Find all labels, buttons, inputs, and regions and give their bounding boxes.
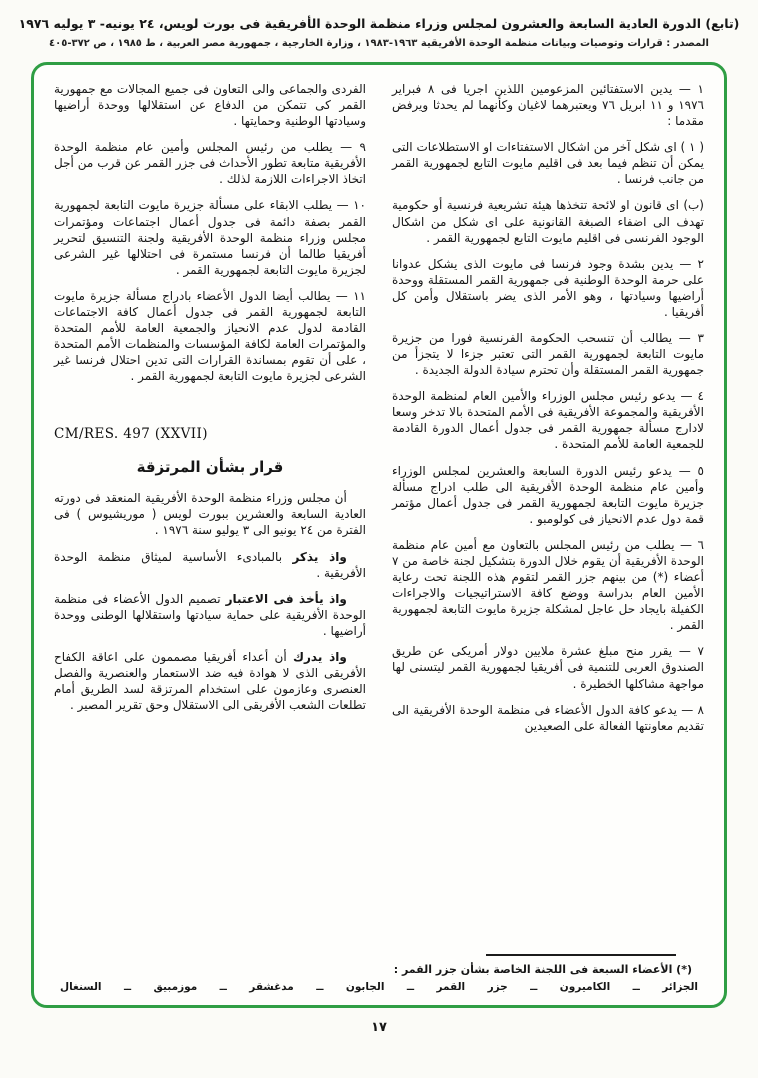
paragraph-item-10: ١٠ — يطلب الابقاء على مسألة جزيرة مايوت التابعة لجمهورية القمر بصفة دائمة فى جدول أعمال اجتماعات ومؤتمرات مجلس وزراء منظمة الوحدة الأفريقية ولجنة التنسيق لتحرير أفريقيا طالما أن فرنسا مستمرة فى احتلالها غير الشرعى لجزيرة مايوت التابعة لجمهورية القمر .: [54, 198, 366, 277]
paragraph-lead: واذ يدرك: [293, 649, 347, 664]
resolution-preamble: [54, 490, 366, 538]
resolutions-column-left: [54, 81, 366, 948]
paragraph-lead: واذ يذكر: [292, 549, 347, 564]
paragraph-text: بالمبادىء الأساسية لميثاق منظمة الوحدة الأفريقية .: [54, 549, 366, 580]
resolution-clause-considering: [54, 591, 366, 639]
two-column-layout: [54, 81, 704, 948]
paragraph-item-6: ٦ — يطلب من رئيس المجلس بالتعاون مع أمين عام منظمة الوحدة الأفريقية أن يقوم خلال الدورة بتشكيل لجنة خاصة من ٧ أعضاء (*) من بينهم جزر القمر لتقوم هذه اللجنة تحت رعاية الأمين العام بدراسة ووضع كافة الاستراتيجيات والاجراءات الكفيلة بايجاد حل عاجل لمشكلة جزيرة مايوت التابعة لجمهورية القمر .: [392, 537, 704, 633]
resolutions-column-right: [392, 81, 704, 948]
paragraph-item-4: ٤ — يدعو رئيس مجلس الوزراء والأمين العام لمنظمة الوحدة الأفريقية والمجموعة الأفريقية فى الأمم المتحدة بالا تدخر وسعا لادارج مسألة جمهورية القمر فى جدول أعمال الدورة القادمة للجمعية العامة للأمم المتحدة .: [392, 389, 704, 452]
paragraph-lead: واذ يأخذ فى الاعتبار: [225, 591, 347, 606]
resolution-clause-aware: [54, 649, 366, 713]
paragraph-subitem-a: ( ١ ) اى شكل آخر من اشكال الاستفتاءات او الاستطلاعات التى يمكن أن تنظم فيما بعد فى اقليم مايوت التابع لجمهورية القمر من جانب فرنسا .: [392, 140, 704, 187]
resolution-title: قرار بشأن المرتزقة: [136, 458, 284, 477]
paragraph-text: تصميم الدول الأعضاء فى منظمة الوحدة الأفريقية على حماية سيادتها واستقلالها الوطنى ووحدة أراضيها .: [54, 591, 366, 638]
page-header: [0, 0, 758, 49]
paragraph-item-7: ٧ — يقرر منح مبلغ عشرة ملايين دولار أمريكى عن طريق الصندوق العربى للتنمية فى أفريقيا لجمهورية القمر ليتسنى لها مواجهة مشاكلها الخطيرة .: [392, 644, 704, 691]
paragraph-item-11: ١١ — يطالب أيضا الدول الأعضاء بادراج مسألة جزيرة مايوت التابعة لجمهورية القمر فى جدول أعمال كافة الاجتماعات القادمة لدول عدم الانحياز والجمعية العامة للأمم المتحدة والمؤتمرات العامة لكافة المؤسسات والمنظمات الأمم المتحدة ، على أن تقوم بمساندة القرارات التى تدين احتلال فرنسا غير الشرعى لجزيرة مايوت التابعة لجمهورية القمر .: [54, 288, 366, 384]
footnote-committee-note: (*) الأعضاء السبعة فى اللجنة الخاصة بشأن جزر القمر :: [393, 963, 692, 976]
paragraph-item-3: ٣ — يطالب أن تنسحب الحكومة الفرنسية فورا من جزيرة مايوت التابعة لجمهورية القمر التى تعتبر جزءا لا يتجزأ من جمهورية القمر المستقلة وأن تحترم سيادة الدولة الجديدة .: [392, 331, 704, 378]
header-title-line: (تابع) الدورة العادية السابعة والعشرون لمجلس وزراء منظمة الوحدة الأفريقية فى بورت لويس، ٢٤ يونيه- ٣ يوليه ١٩٧٦: [18, 16, 740, 31]
footnote-committee-members: الجزائر ــ الكاميرون ــ جزر القمر ــ الجابون ــ مدغشقر ــ موزمبيق ــ السنغال: [60, 981, 698, 993]
footnote-separator-rule: [486, 954, 676, 956]
paragraph-item-9: ٩ — يطلب من رئيس المجلس وأمين عام منظمة الوحدة الأفريقية متابعة تطور الأحداث فى جزر القمر عن قرب من أجل اتخاذ الاجراءات اللازمة لذلك .: [54, 140, 366, 187]
paragraph-item-5: ٥ — يدعو رئيس الدورة السابعة والعشرين لمجلس الوزراء وأمين عام منظمة الوحدة الأفريقية الى طلب ادراج مسألة جزيرة مايوت التابعة لجمهورية القمر فى جدول أعمال مؤتمر قمة دول عدم الانحياز فى كولومبو .: [392, 463, 704, 526]
paragraph-text: أن مجلس وزراء منظمة الوحدة الأفريقية المنعقد فى دورته العادية السابعة والعشرين ببورت لويس ( موريشيوس ) فى الفترة من ٢٤ يونيو الى ٣ يوليو سنة ١٩٧٦ .: [54, 491, 366, 538]
paragraph-item-1: ١ — يدين الاستفتائين المزعومين اللذين اجريا فى ٨ فبراير ١٩٧٦ و ١١ ابريل ٧٦ ويعتبرهما لاغيان وكأنهما لم يحدثا ويرفض مقدما :: [392, 82, 704, 129]
paragraph-item-2: ٢ — يدين بشدة وجود فرنسا فى مايوت الذى يشكل عدوانا على حرمة الوحدة الوطنية فى جمهورية القمر المستقلة ووحدة أراضيها وسيادتها ، وهو الأمر الذى يضر باستقلال وأمن كل أفريقيا .: [392, 256, 704, 319]
footnote: [54, 948, 704, 993]
green-border-content-box: [31, 62, 727, 1008]
page-number: ١٧: [371, 1020, 387, 1035]
header-source-line: المصدر : قرارات وتوصيات وبيانات منظمة الوحدة الأفريقية ١٩٦٣-١٩٨٣ ، وزارة الخارجية ، جمهورية مصر العربية ، ط ١٩٨٥ ، ص ٣٧٢-٤٠٥: [49, 38, 709, 49]
resolution-reference-number: CM/RES. 497 (XXVII): [54, 426, 208, 443]
paragraph-text: أن أعداء أفريقيا مصممون على اعاقة الكفاح الأفريقى الذى لا هوادة فيه ضد الاستعمار والعنصرية والفصل العنصرى وعازمون على استخدام المرتزقة لسد الطريق أمام تطلعات الشعب الأفريقى الى الاستقلال وحق تقرير المصير .: [54, 649, 366, 713]
paragraph-continuation: الفردى والجماعى والى التعاون فى جميع المجالات مع جمهورية القمر كى تتمكن من الدفاع عن استقلالها ووحدة أراضيها وسيادتها الوطنية وحمايتها .: [54, 82, 366, 129]
paragraph-item-8: ٨ — يدعو كافة الدول الأعضاء فى منظمة الوحدة الأفريقية الى تقديم معاونتها الفعالة على الصعيدين: [392, 702, 704, 733]
resolution-clause-recalling: [54, 549, 366, 581]
paragraph-subitem-b: (ب) اى قانون او لائحة تتخذها هيئة تشريعية فرنسية أو حكومية تهدف الى اضفاء الصبغة القانونية على اى شكل من اشكال الوجود الفرنسى فى اقليم مايوت التابع لجمهورية القمر .: [392, 198, 704, 245]
